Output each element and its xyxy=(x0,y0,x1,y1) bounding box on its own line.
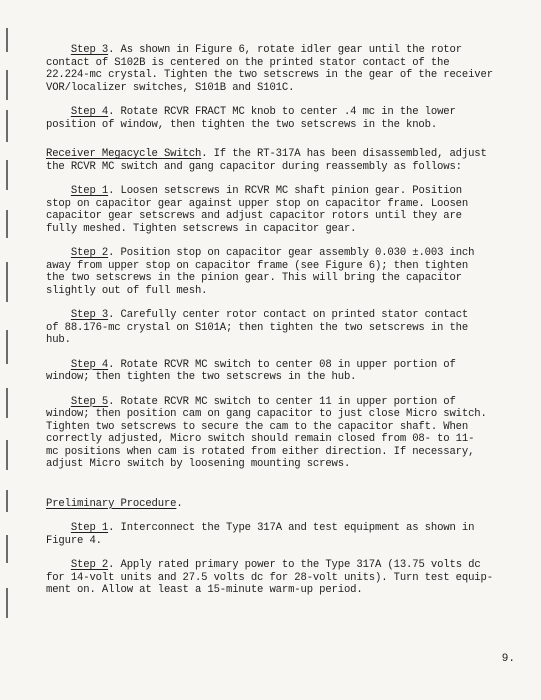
step-label: Step 3 xyxy=(70,44,109,56)
text-line: position of window, then tighten the two setscrews in the knob. xyxy=(46,118,438,131)
step-label: Step 5 xyxy=(70,395,109,408)
text-line: hub. xyxy=(46,334,71,346)
text-line: stop on capacitor gear against upper stop on capacitor frame. Loosen xyxy=(46,197,469,210)
text-line: ment on. Allow at least a 15-minute warm-up period. xyxy=(46,584,363,596)
paragraph-mc-step1: Step 1. Loosen setscrews in RCVR MC shaft pinion gear. Position xyxy=(70,185,462,197)
text-line: Figure 4. xyxy=(46,534,102,547)
step-label: Step 2 xyxy=(70,559,109,571)
text-line: VOR/localizer switches, S101B and S101C. xyxy=(46,81,295,94)
page-number: 9. xyxy=(501,653,515,665)
document-body xyxy=(46,44,498,597)
text-line: Tighten two setscrews to secure the cam to the capacitor shaft. When xyxy=(46,420,469,433)
paragraph-mc-step3: Step 3. Carefully center rotor contact on printed stator contact xyxy=(70,309,469,321)
text-line: capacitor gear setscrews and adjust capacitor rotors until they are xyxy=(46,210,462,222)
paragraph-fract-knob-step4: Step 4. Rotate RCVR FRACT MC knob to center .4 mc in the lower xyxy=(70,106,456,118)
text-line: contact of S102B is centered on the printed stator contact of the xyxy=(46,56,450,69)
text-line: 22.224-mc crystal. Tighten the two setscrews in the gear of the receiver xyxy=(46,69,493,81)
step-label: Step 1 xyxy=(70,185,109,197)
text-line: for 14-volt units and 27.5 volts dc for 28-volt units). Turn test equip- xyxy=(46,571,493,584)
paragraph-mc-step5: Step 5. Rotate RCVR MC switch to center 11 in upper portion of xyxy=(70,395,456,408)
text-line: correctly adjusted, Micro switch should remain closed from 08- to 11- xyxy=(46,433,475,445)
text-line: the two setscrews in the pinion gear. This will bring the capacitor xyxy=(46,272,462,284)
step-label: Step 3 xyxy=(70,309,109,321)
text-line: slightly out of full mesh. xyxy=(46,284,208,297)
binding-margin-marks xyxy=(0,0,16,700)
section-preliminary-procedure: Preliminary Procedure. xyxy=(46,497,183,510)
paragraph-idler-gear-step3: Step 3. As shown in Figure 6, rotate idler gear until the rotor xyxy=(70,44,462,56)
text-line: the RCVR MC switch and gang capacitor during reassembly as follows: xyxy=(46,160,462,173)
text-line: window; then tighten the two setscrews in the hub. xyxy=(46,371,357,383)
text-line: mc positions when cam is rotated from either direction. If necessary, xyxy=(46,445,475,458)
step-label: Step 4 xyxy=(70,106,109,118)
section-heading: Receiver Megacycle Switch xyxy=(46,148,202,160)
step-label: Step 2 xyxy=(70,247,109,259)
text-line: fully meshed. Tighten setscrews in capacitor gear. xyxy=(46,222,357,235)
section-heading: Preliminary Procedure xyxy=(46,497,177,510)
step-label: Step 1 xyxy=(70,522,109,534)
text-line: adjust Micro switch by loosening mounting screws. xyxy=(46,458,351,470)
step-label: Step 4 xyxy=(70,358,109,371)
paragraph-prelim-step1: Step 1. Interconnect the Type 317A and test equipment as shown in xyxy=(70,522,475,534)
paragraph-mc-step4: Step 4. Rotate RCVR MC switch to center 08 in upper portion of xyxy=(70,358,456,371)
section-receiver-megacycle-switch: Receiver Megacycle Switch. If the RT-317A has been disassembled, adjust xyxy=(46,148,487,160)
text-line: window; then position cam on gang capacitor to just close Micro switch. xyxy=(46,408,487,420)
text-line: of 88.176-mc crystal on S101A; then tighten the two setscrews in the xyxy=(46,321,469,334)
text-line: away from upper stop on capacitor frame (see Figure 6); then tighten xyxy=(46,259,469,272)
paragraph-prelim-step2: Step 2. Apply rated primary power to the Type 317A (13.75 volts dc xyxy=(70,559,481,571)
paragraph-mc-step2: Step 2. Position stop on capacitor gear assembly 0.030 ±.003 inch xyxy=(70,247,475,259)
